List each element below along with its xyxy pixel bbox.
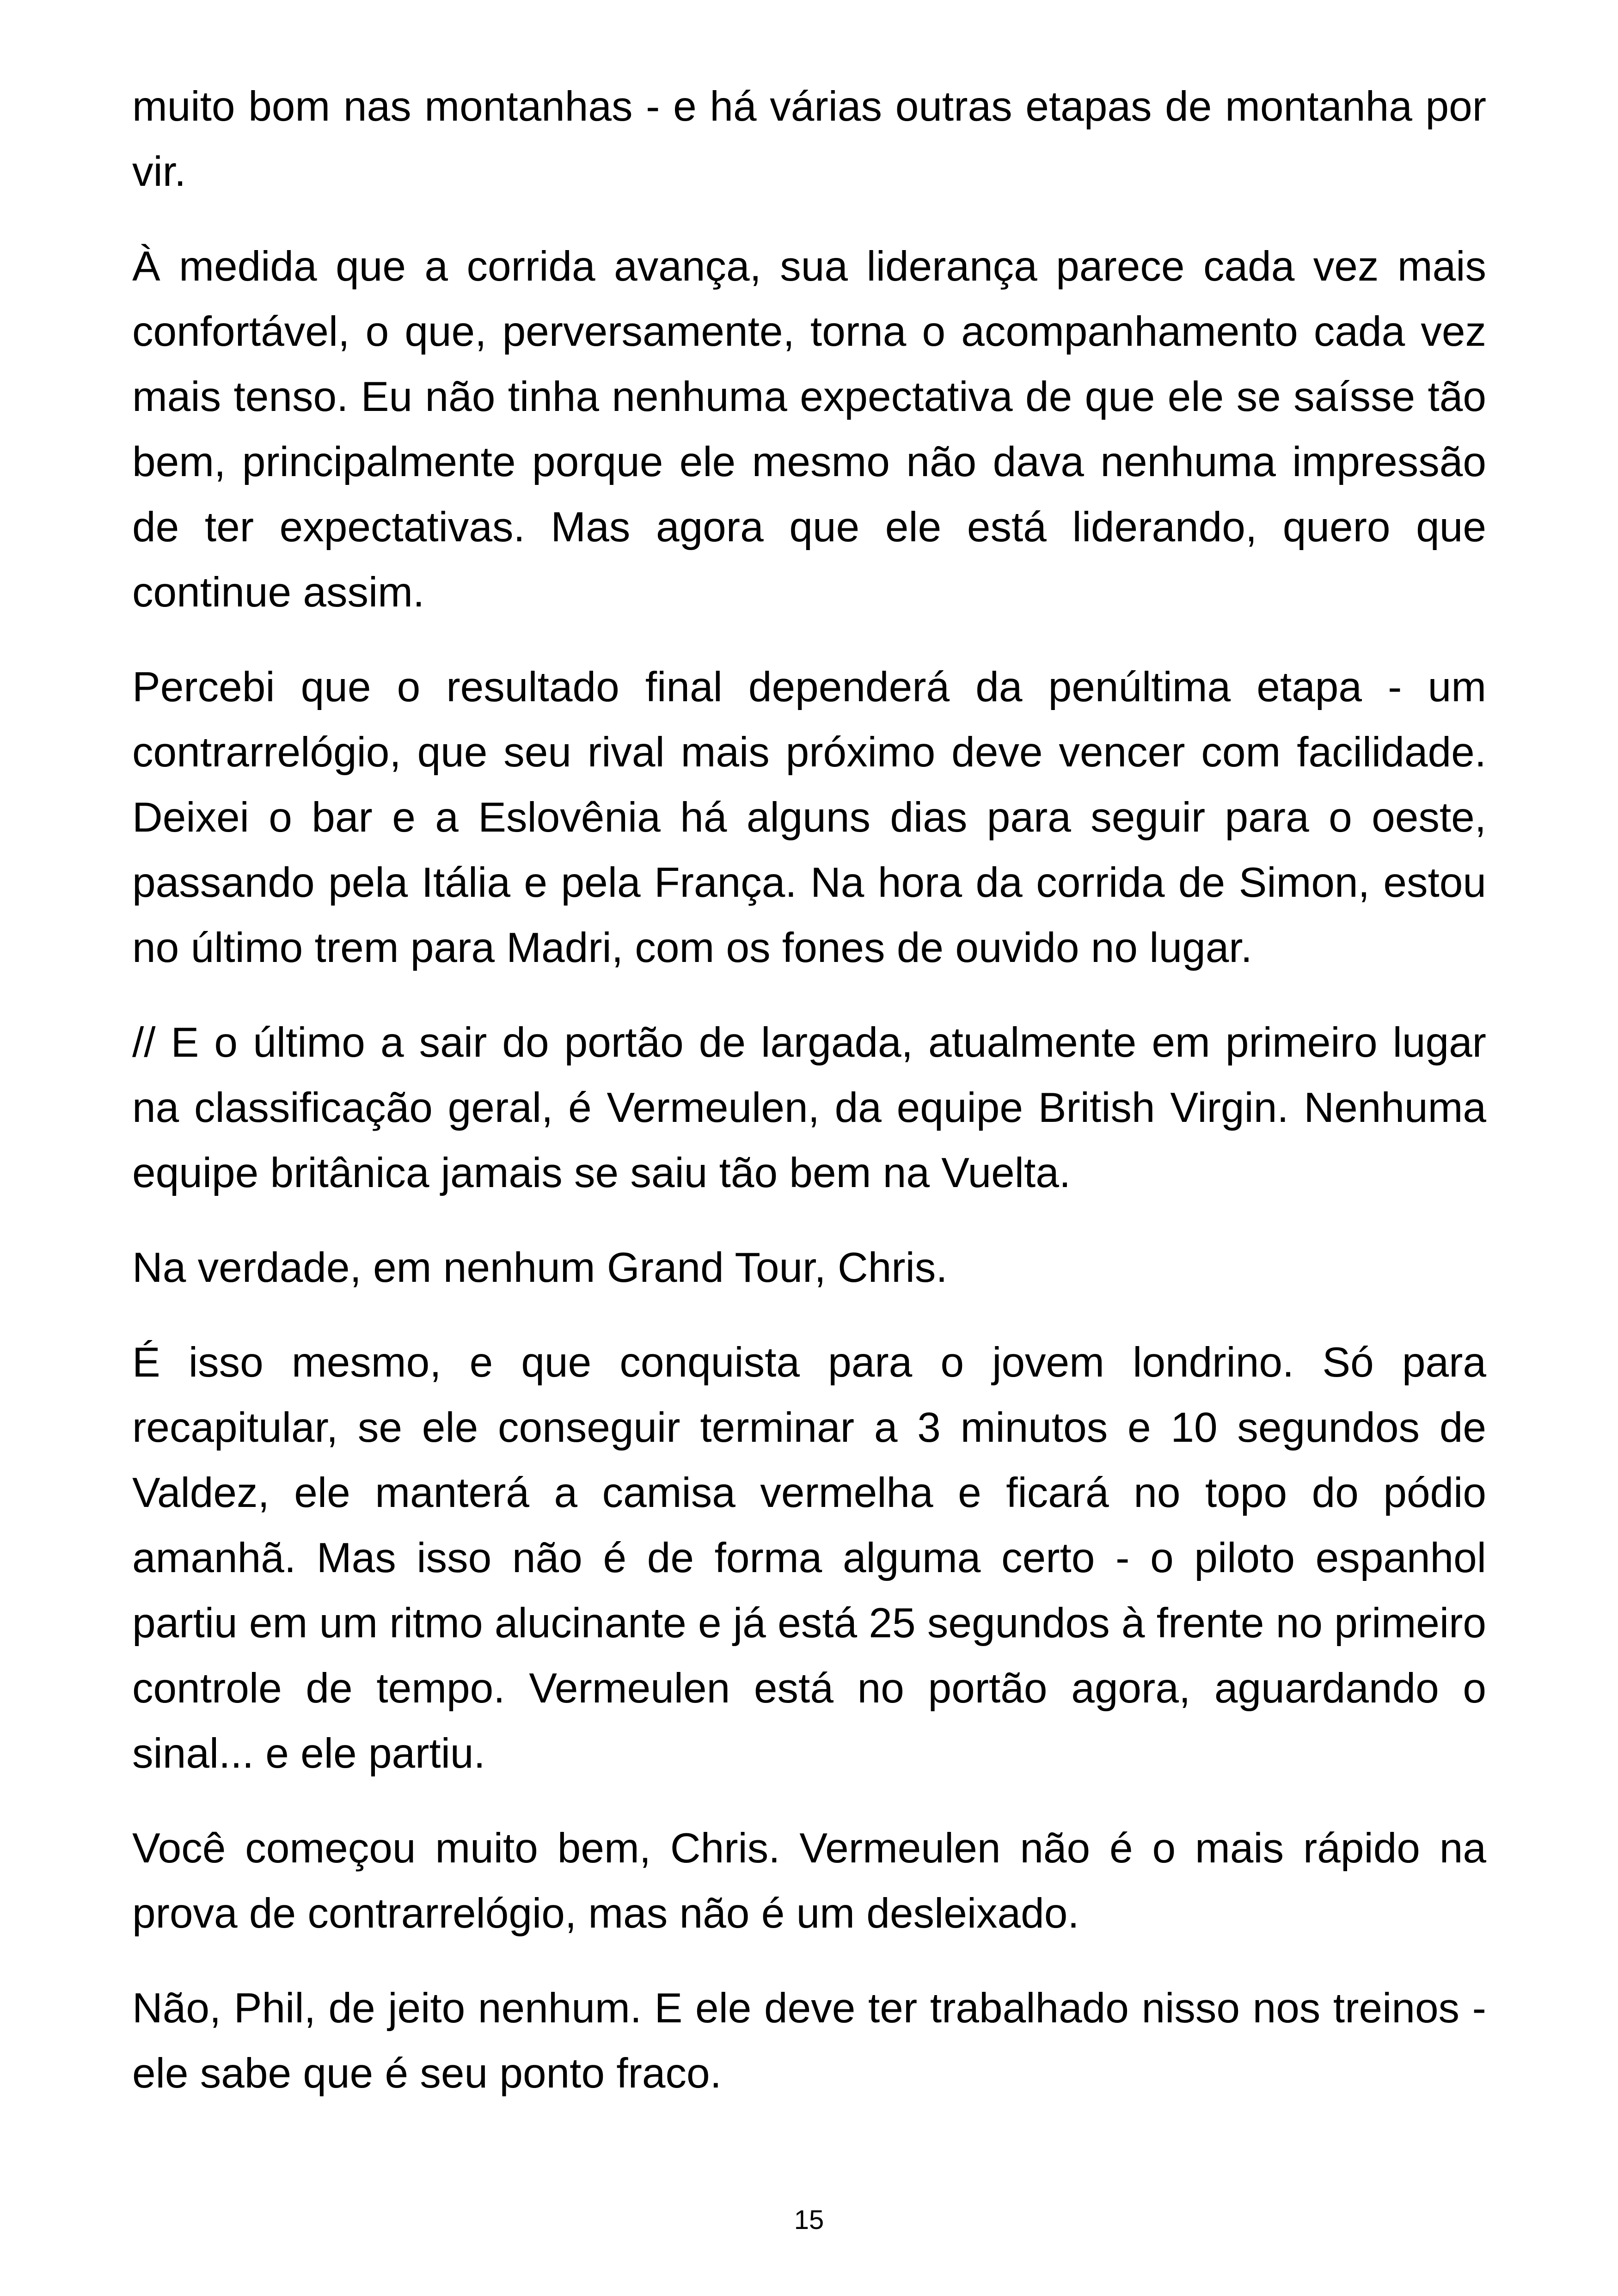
paragraph: // E o último a sair do portão de largada, atualmente em primeiro lugar na classificação geral, é Vermeulen, da equipe British Virgin. Nenhuma equipe britânica jamais se saiu tão bem na Vuelta.: [132, 1019, 1486, 1196]
paragraph: Percebi que o resultado final dependerá da penúltima etapa - um contrarrelógio, que seu rival mais próximo deve vencer com facilidade. Deixei o bar e a Eslovênia há alguns dias para seguir para o oeste, passando pela Itália e pela França. Na hora da corrida de Simon, estou no último trem para Madri, com os fones de ouvido no lugar.: [132, 664, 1486, 971]
paragraph: À medida que a corrida avança, sua liderança parece cada vez mais confortável, o que, perversamente, torna o acompanhamento cada vez mais tenso. Eu não tinha nenhuma expectativa de que ele se saísse tão bem, principalmente porque ele mesmo não dava nenhuma impressão de ter expectativas. Mas agora que ele está liderando, quero que continue assim.: [132, 243, 1486, 616]
paragraph: Não, Phil, de jeito nenhum. E ele deve ter trabalhado nisso nos treinos - ele sabe que é seu ponto fraco.: [132, 1985, 1486, 2097]
paragraph: Você começou muito bem, Chris. Vermeulen não é o mais rápido na prova de contrarrelógio, mas não é um desleixado.: [132, 1825, 1486, 1937]
paragraph: Na verdade, em nenhum Grand Tour, Chris.: [132, 1244, 948, 1291]
body-text: [132, 74, 1486, 2136]
paragraph: É isso mesmo, e que conquista para o jovem londrino. Só para recapitular, se ele conseguir terminar a 3 minutos e 10 segundos de Valdez, ele manterá a camisa vermelha e ficará no topo do pódio amanhã. Mas isso não é de forma alguma certo - o piloto espanhol partiu em um ritmo alucinante e já está 25 segundos à frente no primeiro controle de tempo. Vermeulen está no portão agora, aguardando o sinal... e ele partiu.: [132, 1339, 1486, 1777]
paragraph: muito bom nas montanhas - e há várias outras etapas de montanha por vir.: [132, 83, 1486, 195]
page-number: 15: [794, 2205, 824, 2235]
